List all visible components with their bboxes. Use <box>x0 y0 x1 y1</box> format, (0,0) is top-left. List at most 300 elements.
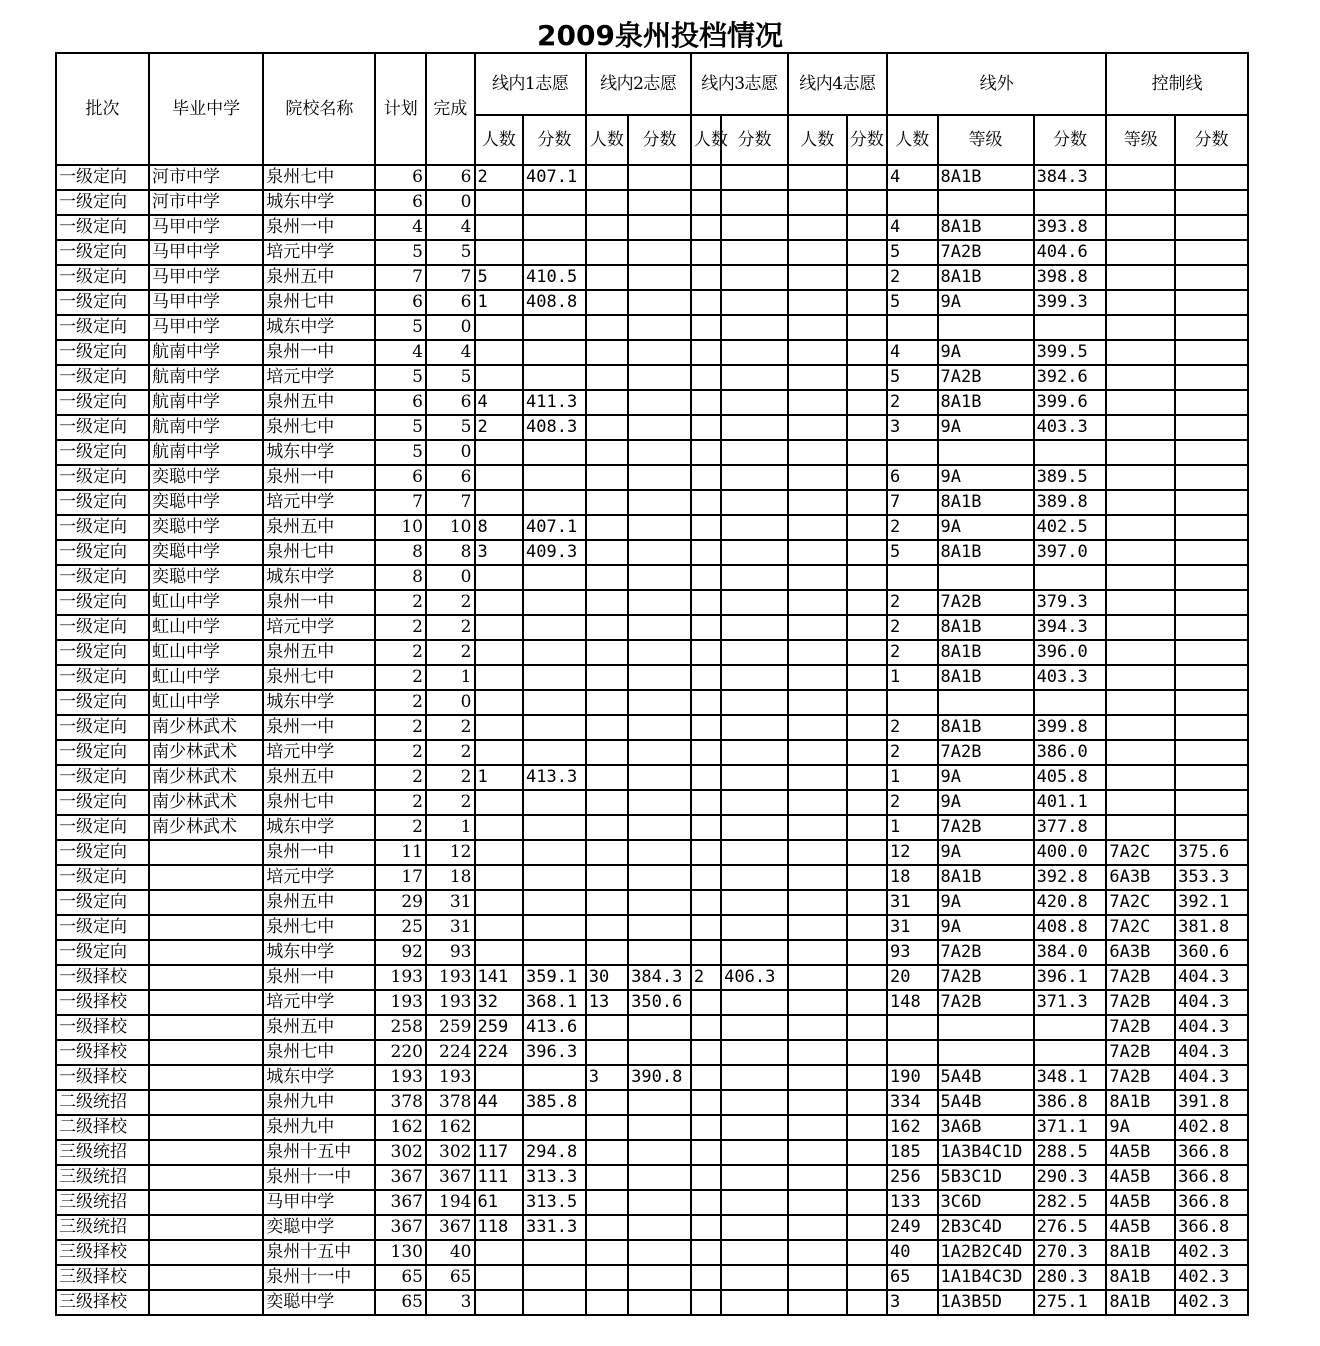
cell-control-score <box>1175 615 1248 640</box>
cell-outside-count: 1 <box>887 665 938 690</box>
cell-w4-count <box>788 615 847 640</box>
cell-outside-grade: 7A2B <box>938 815 1034 840</box>
cell-college: 城东中学 <box>263 565 375 590</box>
cell-w4-count <box>788 440 847 465</box>
cell-outside-count <box>887 1015 938 1040</box>
cell-plan: 2 <box>375 715 426 740</box>
table-row <box>56 840 1248 865</box>
cell-outside-grade: 8A1B <box>938 640 1034 665</box>
cell-outside-count: 148 <box>887 990 938 1015</box>
cell-batch: 一级定向 <box>56 215 149 240</box>
cell-w4-score <box>847 565 887 590</box>
cell-college: 城东中学 <box>263 190 375 215</box>
cell-outside-score: 393.8 <box>1034 215 1107 240</box>
cell-control-score <box>1175 665 1248 690</box>
cell-plan: 2 <box>375 640 426 665</box>
cell-w2-score <box>628 1240 691 1265</box>
cell-w4-score <box>847 515 887 540</box>
cell-w3-score <box>721 1190 788 1215</box>
cell-control-score: 402.3 <box>1175 1265 1248 1290</box>
cell-outside-score <box>1034 315 1107 340</box>
cell-plan: 11 <box>375 840 426 865</box>
cell-control-grade <box>1106 515 1175 540</box>
cell-outside-score: 420.8 <box>1034 890 1107 915</box>
cell-w4-count <box>788 1090 847 1115</box>
header-count: 人数 <box>788 115 847 165</box>
cell-college: 城东中学 <box>263 815 375 840</box>
cell-w1-count: 32 <box>475 990 524 1015</box>
cell-control-grade <box>1106 265 1175 290</box>
cell-plan: 29 <box>375 890 426 915</box>
cell-w2-score <box>628 515 691 540</box>
cell-w3-count <box>691 1190 721 1215</box>
cell-w1-score: 396.3 <box>523 1040 586 1065</box>
cell-w3-count <box>691 740 721 765</box>
cell-control-score <box>1175 715 1248 740</box>
cell-w4-score <box>847 1015 887 1040</box>
cell-w4-score <box>847 590 887 615</box>
cell-w1-score <box>523 315 586 340</box>
table-row <box>56 490 1248 515</box>
cell-w2-count <box>586 1115 628 1140</box>
cell-batch: 一级定向 <box>56 240 149 265</box>
cell-w3-score <box>721 190 788 215</box>
cell-w3-count <box>691 865 721 890</box>
cell-w3-score <box>721 690 788 715</box>
cell-batch: 一级择校 <box>56 965 149 990</box>
cell-outside-grade: 9A <box>938 465 1034 490</box>
cell-w3-score <box>721 1065 788 1090</box>
header-grade: 等级 <box>938 115 1034 165</box>
table-row <box>56 165 1248 190</box>
table-row <box>56 690 1248 715</box>
cell-w3-count <box>691 440 721 465</box>
cell-done: 378 <box>426 1090 475 1115</box>
cell-w2-count <box>586 590 628 615</box>
cell-school-from: 航南中学 <box>149 340 263 365</box>
cell-outside-count: 1 <box>887 815 938 840</box>
cell-outside-score <box>1034 690 1107 715</box>
table-row <box>56 1140 1248 1165</box>
cell-w1-count <box>475 615 524 640</box>
cell-college: 泉州五中 <box>263 515 375 540</box>
cell-outside-grade: 9A <box>938 290 1034 315</box>
cell-w4-count <box>788 490 847 515</box>
cell-outside-grade: 9A <box>938 415 1034 440</box>
page-title: 2009泉州投档情况 <box>537 19 783 52</box>
table-row <box>56 540 1248 565</box>
cell-done: 7 <box>426 490 475 515</box>
table-row <box>56 365 1248 390</box>
cell-control-grade <box>1106 365 1175 390</box>
cell-batch: 一级定向 <box>56 415 149 440</box>
cell-w2-count <box>586 190 628 215</box>
cell-w1-score <box>523 615 586 640</box>
table-row <box>56 740 1248 765</box>
cell-w4-count <box>788 290 847 315</box>
cell-outside-score: 386.8 <box>1034 1090 1107 1115</box>
cell-w4-score <box>847 1190 887 1215</box>
cell-w4-score <box>847 415 887 440</box>
cell-w2-count <box>586 1165 628 1190</box>
cell-done: 6 <box>426 465 475 490</box>
cell-outside-score <box>1034 1040 1107 1065</box>
cell-outside-grade: 8A1B <box>938 165 1034 190</box>
cell-w2-score <box>628 215 691 240</box>
cell-college: 泉州五中 <box>263 390 375 415</box>
cell-college: 泉州七中 <box>263 540 375 565</box>
cell-w1-score <box>523 915 586 940</box>
cell-outside-count: 185 <box>887 1140 938 1165</box>
cell-w2-count <box>586 465 628 490</box>
cell-w1-score <box>523 215 586 240</box>
cell-done: 2 <box>426 615 475 640</box>
cell-w3-count <box>691 1165 721 1190</box>
table-row <box>56 265 1248 290</box>
cell-batch: 一级定向 <box>56 490 149 515</box>
cell-w2-score <box>628 590 691 615</box>
cell-school-from: 马甲中学 <box>149 290 263 315</box>
cell-w3-count <box>691 1090 721 1115</box>
cell-control-grade <box>1106 765 1175 790</box>
table-row <box>56 340 1248 365</box>
cell-w2-count <box>586 865 628 890</box>
cell-college: 奕聪中学 <box>263 1290 375 1315</box>
cell-w1-score: 411.3 <box>523 390 586 415</box>
cell-outside-grade: 7A2B <box>938 365 1034 390</box>
cell-outside-grade: 1A2B2C4D <box>938 1240 1034 1265</box>
cell-control-grade: 7A2C <box>1106 890 1175 915</box>
cell-outside-count: 334 <box>887 1090 938 1115</box>
cell-w1-count <box>475 1290 524 1315</box>
cell-batch: 一级定向 <box>56 290 149 315</box>
cell-plan: 5 <box>375 365 426 390</box>
cell-outside-count <box>887 315 938 340</box>
cell-w1-count <box>475 190 524 215</box>
cell-w1-count <box>475 865 524 890</box>
cell-w3-count <box>691 640 721 665</box>
cell-college: 奕聪中学 <box>263 1215 375 1240</box>
table-row <box>56 1190 1248 1215</box>
cell-college: 泉州一中 <box>263 465 375 490</box>
cell-control-score <box>1175 390 1248 415</box>
cell-w3-score <box>721 1290 788 1315</box>
table-row <box>56 615 1248 640</box>
cell-plan: 367 <box>375 1165 426 1190</box>
cell-w3-score <box>721 615 788 640</box>
cell-control-score: 381.8 <box>1175 915 1248 940</box>
cell-school-from: 航南中学 <box>149 390 263 415</box>
cell-school-from <box>149 1115 263 1140</box>
cell-w2-score <box>628 165 691 190</box>
cell-school-from <box>149 1040 263 1065</box>
cell-w3-score <box>721 1015 788 1040</box>
cell-outside-count: 249 <box>887 1215 938 1240</box>
cell-plan: 2 <box>375 690 426 715</box>
cell-w2-count <box>586 240 628 265</box>
cell-w4-score <box>847 790 887 815</box>
cell-plan: 8 <box>375 540 426 565</box>
cell-w1-count: 5 <box>475 265 524 290</box>
cell-w1-count <box>475 790 524 815</box>
cell-w3-score <box>721 565 788 590</box>
cell-control-grade: 7A2B <box>1106 990 1175 1015</box>
cell-w1-count <box>475 690 524 715</box>
cell-control-grade <box>1106 740 1175 765</box>
cell-w3-score <box>721 390 788 415</box>
cell-w3-count <box>691 815 721 840</box>
cell-control-grade: 8A1B <box>1106 1290 1175 1315</box>
cell-control-grade <box>1106 440 1175 465</box>
cell-done: 18 <box>426 865 475 890</box>
cell-control-grade <box>1106 715 1175 740</box>
cell-w1-score: 413.3 <box>523 765 586 790</box>
cell-college: 泉州七中 <box>263 1040 375 1065</box>
cell-w1-count <box>475 940 524 965</box>
cell-college: 泉州七中 <box>263 790 375 815</box>
cell-outside-score: 386.0 <box>1034 740 1107 765</box>
cell-done: 10 <box>426 515 475 540</box>
cell-w3-score <box>721 665 788 690</box>
cell-control-grade <box>1106 540 1175 565</box>
cell-outside-count: 40 <box>887 1240 938 1265</box>
cell-done: 93 <box>426 940 475 965</box>
cell-w2-count <box>586 915 628 940</box>
cell-w4-count <box>788 715 847 740</box>
table-row <box>56 415 1248 440</box>
table-row <box>56 965 1248 990</box>
cell-outside-count: 6 <box>887 465 938 490</box>
cell-done: 5 <box>426 240 475 265</box>
cell-plan: 258 <box>375 1015 426 1040</box>
cell-w1-count <box>475 640 524 665</box>
cell-control-grade <box>1106 215 1175 240</box>
cell-control-score: 404.3 <box>1175 1040 1248 1065</box>
cell-control-score <box>1175 165 1248 190</box>
cell-w1-score <box>523 440 586 465</box>
cell-w4-count <box>788 765 847 790</box>
cell-w1-count <box>475 215 524 240</box>
cell-outside-grade: 7A2B <box>938 940 1034 965</box>
table-row <box>56 465 1248 490</box>
cell-outside-count: 7 <box>887 490 938 515</box>
cell-plan: 367 <box>375 1190 426 1215</box>
header-control: 控制线 <box>1106 53 1248 115</box>
cell-outside-score: 280.3 <box>1034 1265 1107 1290</box>
cell-w3-score <box>721 1265 788 1290</box>
cell-control-score: 360.6 <box>1175 940 1248 965</box>
cell-w1-count <box>475 1240 524 1265</box>
cell-w3-score <box>721 215 788 240</box>
cell-done: 193 <box>426 965 475 990</box>
cell-w3-count <box>691 890 721 915</box>
cell-w2-score <box>628 490 691 515</box>
cell-w1-count <box>475 815 524 840</box>
cell-college: 泉州一中 <box>263 840 375 865</box>
cell-w1-count: 2 <box>475 415 524 440</box>
cell-plan: 2 <box>375 665 426 690</box>
cell-plan: 5 <box>375 415 426 440</box>
cell-outside-score: 282.5 <box>1034 1190 1107 1215</box>
cell-control-grade: 7A2B <box>1106 1015 1175 1040</box>
cell-outside-grade: 3A6B <box>938 1115 1034 1140</box>
cell-outside-grade: 8A1B <box>938 865 1034 890</box>
cell-control-grade <box>1106 690 1175 715</box>
cell-college: 泉州一中 <box>263 965 375 990</box>
cell-w4-count <box>788 865 847 890</box>
cell-w1-score <box>523 815 586 840</box>
cell-w3-count <box>691 165 721 190</box>
cell-batch: 一级定向 <box>56 390 149 415</box>
cell-outside-grade: 5A4B <box>938 1090 1034 1115</box>
cell-done: 302 <box>426 1140 475 1165</box>
cell-batch: 三级统招 <box>56 1190 149 1215</box>
cell-outside-grade: 8A1B <box>938 615 1034 640</box>
cell-w2-count <box>586 940 628 965</box>
cell-control-score: 402.3 <box>1175 1240 1248 1265</box>
cell-w4-count <box>788 915 847 940</box>
cell-done: 0 <box>426 190 475 215</box>
cell-w2-score: 350.6 <box>628 990 691 1015</box>
cell-batch: 一级定向 <box>56 340 149 365</box>
cell-w2-count <box>586 840 628 865</box>
cell-w3-score <box>721 540 788 565</box>
cell-outside-count: 3 <box>887 1290 938 1315</box>
cell-plan: 2 <box>375 815 426 840</box>
cell-w1-count <box>475 565 524 590</box>
cell-control-score: 404.3 <box>1175 965 1248 990</box>
cell-school-from <box>149 890 263 915</box>
cell-school-from: 南少林武术 <box>149 790 263 815</box>
cell-w2-score <box>628 615 691 640</box>
cell-batch: 一级定向 <box>56 640 149 665</box>
cell-college: 泉州十一中 <box>263 1165 375 1190</box>
cell-outside-count: 4 <box>887 215 938 240</box>
cell-college: 泉州七中 <box>263 915 375 940</box>
cell-w2-count <box>586 340 628 365</box>
cell-batch: 三级择校 <box>56 1290 149 1315</box>
cell-w1-count: 111 <box>475 1165 524 1190</box>
cell-batch: 一级定向 <box>56 590 149 615</box>
table-row <box>56 1165 1248 1190</box>
cell-batch: 一级定向 <box>56 915 149 940</box>
cell-plan: 25 <box>375 915 426 940</box>
cell-w4-score <box>847 865 887 890</box>
cell-outside-score <box>1034 440 1107 465</box>
cell-w3-count <box>691 1040 721 1065</box>
table-row <box>56 1240 1248 1265</box>
cell-w3-count <box>691 665 721 690</box>
cell-outside-grade: 9A <box>938 765 1034 790</box>
cell-college: 培元中学 <box>263 740 375 765</box>
cell-batch: 一级择校 <box>56 1015 149 1040</box>
header-score: 分数 <box>523 115 586 165</box>
cell-w1-score: 359.1 <box>523 965 586 990</box>
cell-outside-count: 5 <box>887 365 938 390</box>
cell-plan: 130 <box>375 1240 426 1265</box>
cell-w2-score <box>628 640 691 665</box>
cell-w3-score <box>721 1040 788 1065</box>
cell-outside-grade: 8A1B <box>938 265 1034 290</box>
cell-control-grade: 7A2C <box>1106 840 1175 865</box>
cell-w4-score <box>847 815 887 840</box>
cell-college: 城东中学 <box>263 1065 375 1090</box>
cell-w3-count <box>691 990 721 1015</box>
cell-w3-count <box>691 790 721 815</box>
cell-w4-score <box>847 440 887 465</box>
cell-w4-count <box>788 365 847 390</box>
cell-w1-count: 4 <box>475 390 524 415</box>
cell-w1-score: 407.1 <box>523 165 586 190</box>
cell-w2-score <box>628 465 691 490</box>
cell-batch: 二级择校 <box>56 1115 149 1140</box>
cell-w1-count <box>475 340 524 365</box>
cell-outside-count: 3 <box>887 415 938 440</box>
cell-outside-grade: 7A2B <box>938 965 1034 990</box>
cell-outside-grade: 9A <box>938 340 1034 365</box>
cell-batch: 三级择校 <box>56 1240 149 1265</box>
cell-outside-count: 2 <box>887 740 938 765</box>
cell-control-score: 366.8 <box>1175 1140 1248 1165</box>
cell-outside-count: 2 <box>887 640 938 665</box>
cell-w4-count <box>788 215 847 240</box>
cell-school-from <box>149 965 263 990</box>
cell-school-from <box>149 940 263 965</box>
cell-w4-score <box>847 215 887 240</box>
cell-w4-count <box>788 1140 847 1165</box>
cell-done: 2 <box>426 715 475 740</box>
cell-w1-score <box>523 715 586 740</box>
cell-w3-score <box>721 340 788 365</box>
cell-w2-count <box>586 565 628 590</box>
header-wish-2: 线内2志愿 <box>586 53 691 115</box>
cell-plan: 6 <box>375 465 426 490</box>
cell-w4-count <box>788 815 847 840</box>
cell-w2-count: 3 <box>586 1065 628 1090</box>
cell-batch: 一级择校 <box>56 990 149 1015</box>
cell-school-from: 南少林武术 <box>149 765 263 790</box>
cell-w2-count <box>586 765 628 790</box>
cell-outside-grade <box>938 440 1034 465</box>
cell-control-grade <box>1106 565 1175 590</box>
cell-outside-grade: 7A2B <box>938 740 1034 765</box>
cell-w4-score <box>847 765 887 790</box>
cell-outside-grade: 2B3C4D <box>938 1215 1034 1240</box>
cell-done: 4 <box>426 215 475 240</box>
cell-plan: 193 <box>375 965 426 990</box>
cell-plan: 2 <box>375 790 426 815</box>
cell-college: 泉州五中 <box>263 1015 375 1040</box>
cell-control-score <box>1175 490 1248 515</box>
cell-w4-count <box>788 665 847 690</box>
cell-done: 0 <box>426 565 475 590</box>
cell-w3-score: 406.3 <box>721 965 788 990</box>
cell-school-from <box>149 1065 263 1090</box>
header-school-from: 毕业中学 <box>149 53 263 165</box>
cell-control-score <box>1175 790 1248 815</box>
cell-control-grade: 8A1B <box>1106 1240 1175 1265</box>
cell-w2-score <box>628 665 691 690</box>
cell-w3-score <box>721 890 788 915</box>
cell-college: 培元中学 <box>263 865 375 890</box>
cell-w1-count <box>475 740 524 765</box>
cell-w3-score <box>721 165 788 190</box>
cell-w2-count <box>586 615 628 640</box>
table-row <box>56 815 1248 840</box>
header-score: 分数 <box>628 115 691 165</box>
cell-w2-score <box>628 1165 691 1190</box>
cell-w4-score <box>847 640 887 665</box>
